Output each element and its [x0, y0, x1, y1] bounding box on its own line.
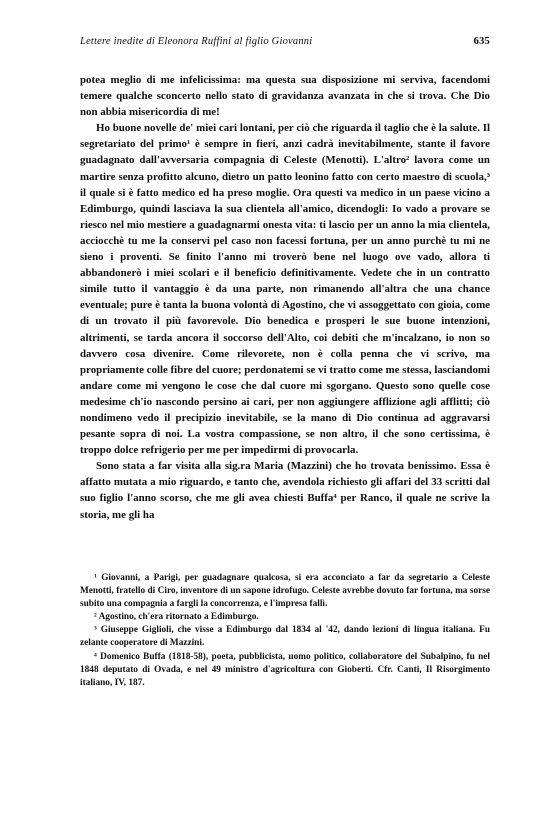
- footnote-4: ⁴ Domenico Buffa (1818-58), poeta, pubblicista, uomo politico, collaboratore del Subalpino, fu nel 1848 deputato di Ovada, e nel 49 ministro d'agricoltura con Gioberti. Cfr. Canti, Il Risorgimento italiano, IV, 187.: [80, 651, 490, 688]
- page-number: 635: [473, 36, 490, 47]
- footnotes: [80, 572, 490, 690]
- running-head-title: Lettere inedite di Eleonora Ruffini al figlio Giovanni: [80, 36, 313, 47]
- paragraph-3: Sono stata a far visita alla sig.ra Maria (Mazzini) che ho trovata benissimo. Essa è affatto mutata a mio riguardo, e tanto che, avendola richiesto gli affari del 33 scritti dal suo figlio l'anno scorso, che me gli avea chiesti Buffa⁴ per Ranco, il quale ne scrive la storia, me gli ha: [80, 460, 490, 521]
- paragraph-1: potea meglio di me infelicissima: ma questa sua disposizione mi serviva, facendomi temere qualche sconcerto nello stato di gravidanza avanzata in che si trova. Che Dio non abbia misericordia di me!: [80, 74, 490, 119]
- paragraph-2: Ho buone novelle de' miei cari lontani, per ciò che riguarda il taglio che è la salute. Il segretariato del primo¹ è sempre in fieri, anzi cadrà inevitabilmente, stante il favore guadagnato dall'avversaria compagnia di Celeste (Menotti). L'altro² lavora come un martire senza profitto alcuno, dietro un patto leonino fatto con certo maestro di scuola,³ il quale si è fatto medico ed ha preso moglie. Ora questi va medico in un paese vicino a Edimburgo, quindi lasciava la sua clientela all'amico, dicendogli: Io vado a provare se riesco nel mio mestiere a guadagnarmi onesta vita: ti lascio per un anno la mia clientela, acciocchè tu me la conservi pel caso non facessi fortuna, per un anno purchè tu mi ne sieno i proventi. Se finito l'anno mi troverò bene nel luogo ove vado, allora ti abbandonerò i miei scolari e il beneficio definitivamente. Vedete che in un contratto simile tutto il vantaggio è da una parte, non rimanendo all'altra che una chance eventuale; pure è tanta la buona volontà di Agostino, che vi assoggettato con gioia, come di un trovato il più favorevole. Dio benedica e prosperi le sue buone intenzioni, altrimenti, se tarda ancora il soccorso dell'Alto, coi debiti che m'incalzano, io non so davvero cosa divenire. Come rilevorete, non è colla penna che vi scrivo, ma propriamente colle fibre del cuore; perdonatemi se vi tratto come me stessa, lasciandomi andare come mi vengono le cose che dal cuore mi sgorgano. Questo sono quelle cose medesime ch'io nascondo persino ai cari, per non aggiungere afflizione agli afflitti; ciò nondimeno vedo il precipizio inevitabile, se la mano di Dio continua ad aggravarsi pesante sopra di noi. La vostra compassione, se non altro, il che sono certissima, è troppo dolce refrigerio per me per impedirmi di provocarla.: [80, 122, 490, 457]
- running-head: [80, 36, 490, 50]
- footnote-3: ³ Giuseppe Giglioli, che visse a Edimburgo dal 1834 al '42, dando lezioni di lingua italiana. Fu zelante cooperatore di Mazzini.: [80, 625, 490, 649]
- footnote-2: ² Agostino, ch'era ritornato a Edimburgo.: [94, 612, 259, 623]
- footnote-1: ¹ Giovanni, a Parigi, per guadagnare qualcosa, si era acconciato a far da segretario a Celeste Menotti, fratello di Ciro, inventore di un sapone idrofugo. Celeste avrebbe dovuto far fortuna, ma sorse subito una compagnia a fargli la concorrenza, e l'impresa fallì.: [80, 573, 490, 610]
- letter-body: [80, 72, 490, 523]
